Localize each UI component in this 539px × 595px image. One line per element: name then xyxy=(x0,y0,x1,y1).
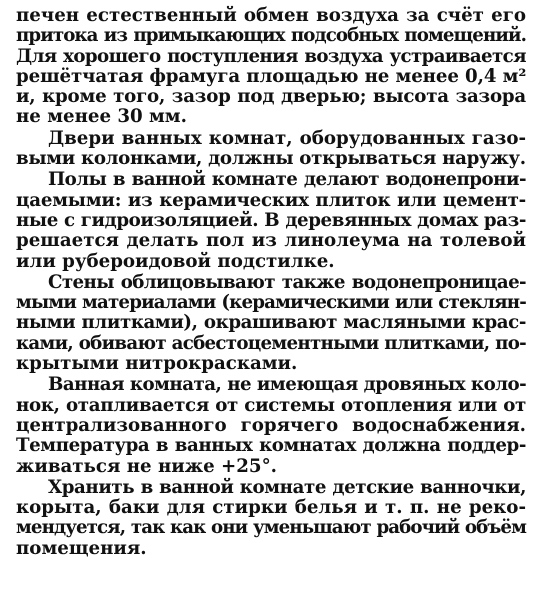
text-line: мыми материалами (керамическими или стеклян- xyxy=(16,292,526,314)
text-line: крытыми нитрокрасками. xyxy=(16,353,298,375)
text-line: печен естественный обмен воздуха за счёт его xyxy=(16,5,526,26)
paragraph-floors xyxy=(16,170,526,271)
text-line: ными плитками), окрашивают масляными крас- xyxy=(16,312,526,334)
text-line: выми колонками, должны открываться наружу. xyxy=(16,148,526,170)
text-line: и, кроме того, зазор под дверью; высота зазора xyxy=(16,86,526,108)
paragraph-heating xyxy=(16,375,526,476)
text-line: ками, обивают асбестоцементными плитками, по- xyxy=(16,332,526,354)
text-line: живаться не ниже +25°. xyxy=(16,455,277,477)
text-line: Полы в ванной комнате делают водонепрони- xyxy=(48,169,526,191)
text-line: помещения. xyxy=(16,537,147,559)
text-line: или рубероидовой подстилке. xyxy=(16,250,335,272)
paragraph-storage xyxy=(16,478,526,559)
text-line: не менее 30 мм. xyxy=(16,106,187,128)
text-line: цаемыми: из керамических плиток или цемент- xyxy=(16,189,526,211)
paragraph-walls xyxy=(16,273,526,374)
text-line: притока из примыкающих подсобных помещений. xyxy=(16,25,526,47)
text-line: Для хорошего поступления воздуха устраивается xyxy=(16,45,526,67)
paragraph-ventilation xyxy=(16,6,526,128)
text-line: Хранить в ванной комнате детские ванночки, xyxy=(48,476,526,498)
text-line: ные с гидроизоляцией. В деревянных домах раз- xyxy=(16,209,526,231)
text-line: Ванная комната, не имеющая дровяных коло- xyxy=(48,374,527,396)
text-line: решается делать пол из линолеума на толевой xyxy=(16,230,526,252)
text-line: Температура в ванных комнатах должна поддер- xyxy=(16,435,526,457)
text-line: Двери ванных комнат, оборудованных газо- xyxy=(48,127,526,149)
text-line: Стены облицовывают также водонепроницае- xyxy=(48,271,526,293)
text-line: мендуется, так как они уменьшают рабочий объём xyxy=(16,517,526,539)
paragraph-doors xyxy=(16,129,526,170)
text-line: централизованного горячего водоснабжения. xyxy=(16,414,526,436)
text-line: корыта, баки для стирки белья и т. п. не реко- xyxy=(16,497,526,519)
text-line: нок, отапливается от системы отопления или от xyxy=(16,394,526,416)
text-line: решётчатая фрамуга площадью не менее 0,4 м² xyxy=(16,65,527,87)
document-page xyxy=(16,6,526,560)
